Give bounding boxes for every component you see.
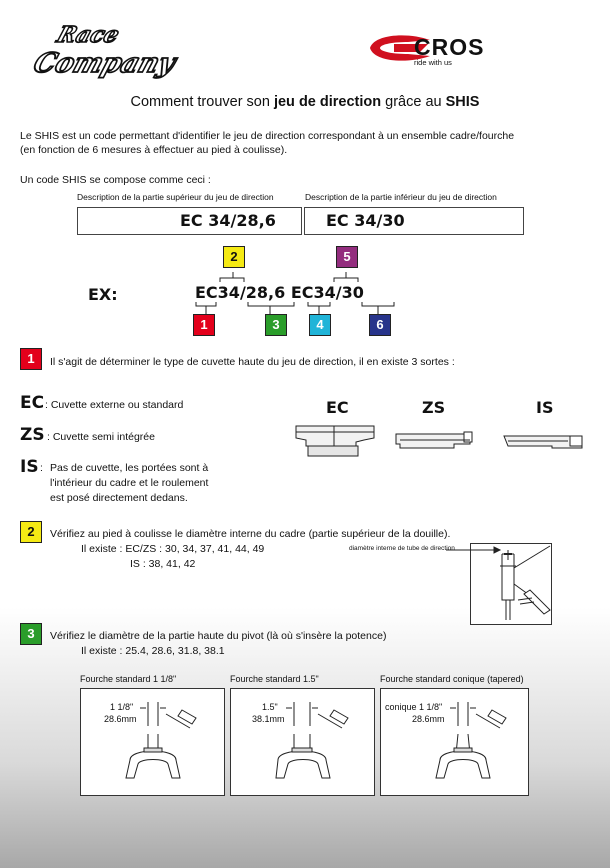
fork3-caption: Fourche standard conique (tapered) [380,674,524,684]
marker-2: 2 [223,246,245,268]
fork3-diagram [380,688,529,796]
marker-3: 3 [265,314,287,336]
fork3-metric: 28.6mm [412,714,445,724]
type-ec-desc: : Cuvette externe ou standard [45,399,184,411]
type-ec-code: EC [20,393,45,413]
marker-4: 4 [309,314,331,336]
step2-badge: 2 [20,521,42,543]
marker-1: 1 [193,314,215,336]
fork3-imperial: conique 1 1/8" [385,702,443,712]
page-title: Comment trouver son jeu de direction grâce au SHIS [130,94,480,110]
type-zs-code: ZS [20,425,45,445]
fork1-imperial: 1 1/8" [110,702,134,712]
marker-6: 6 [369,314,391,336]
company-text: Company [29,46,180,79]
cup-zs-diagram [394,430,478,456]
step2-line-ec: Il existe : EC/ZS : 30, 34, 37, 41, 44, 49 [81,543,265,555]
intro-line-1: Le SHIS est un code permettant d'identifier le jeu de direction correspondant à un ensemble cadre/fourche [20,130,515,142]
step1-badge: 1 [20,348,42,370]
lower-code: EC 34/30 [326,211,405,230]
cros-tagline: ride with us [414,58,452,66]
race-company-logo [28,10,188,80]
type-is-desc-1: Pas de cuvette, les portées sont à [50,462,209,474]
cup-is-diagram [502,432,586,454]
type-is-desc-3: est posé directement dedans. [50,492,188,504]
upper-desc: Description de la partie supérieur du jeu de direction [77,192,274,202]
marker-5: 5 [336,246,358,268]
fork2-imperial: 1.5" [262,702,278,712]
compose-line: Un code SHIS se compose comme ceci : [20,174,211,186]
diagram-label-zs: ZS [422,398,446,417]
fork2-caption: Fourche standard 1.5" [230,674,319,684]
step2-diagram-label: diamètre interne de tube de direction [349,545,455,552]
fork1-metric: 28.6mm [104,714,137,724]
fork1-diagram [80,688,225,796]
example-code: EC34/28,6 EC34/30 [195,283,364,302]
fork2-metric: 38.1mm [252,714,285,724]
upper-code: EC 34/28,6 [180,211,276,230]
step2-frame-diagram [440,540,554,628]
lower-desc: Description de la partie inférieur du jeu de direction [305,192,497,202]
example-brackets [190,262,410,316]
type-is-code: IS [20,457,39,477]
step3-badge: 3 [20,623,42,645]
diagram-label-ec: EC [326,398,349,417]
step3-line: Il existe : 25.4, 28.6, 31.8, 38.1 [81,645,225,657]
race-text: Race [53,22,123,48]
step1-text: Il s'agit de déterminer le type de cuvette haute du jeu de direction, il en existe 3 sortes : [50,356,455,368]
diagram-label-is: IS [536,398,554,417]
type-is-colon: : [40,462,43,474]
type-is-desc-2: l'intérieur du cadre et le roulement [50,477,209,489]
cros-wordmark: CROS [414,34,485,60]
type-zs-desc: : Cuvette semi intégrée [47,431,155,443]
fork1-caption: Fourche standard 1 1/8" [80,674,177,684]
fork2-diagram [230,688,375,796]
intro-line-2: (en fonction de 6 mesures à effectuer au pied à coulisse). [20,144,288,156]
step3-text: Vérifiez le diamètre de la partie haute du pivot (là où s'insère la potence) [50,630,387,642]
cros-logo [368,30,578,66]
cup-ec-diagram [294,420,378,460]
step2-text: Vérifiez au pied à coulisse le diamètre interne du cadre (partie supérieur de la douille). [50,528,451,540]
example-label: EX: [88,285,118,304]
step2-line-is: IS : 38, 41, 42 [130,558,196,570]
